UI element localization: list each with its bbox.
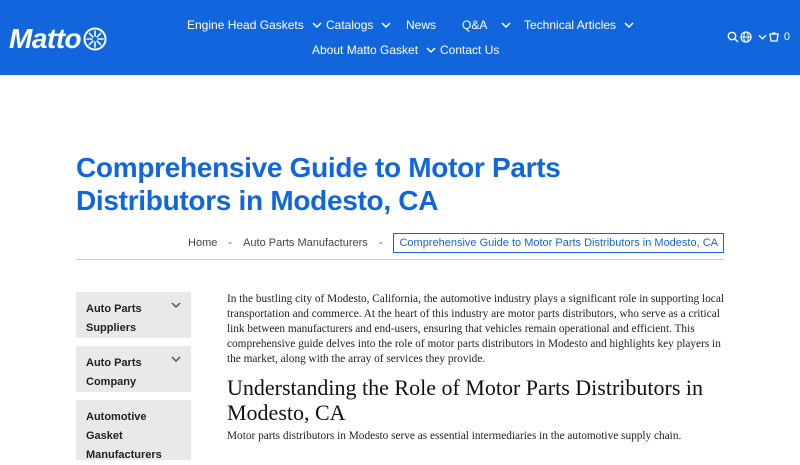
logo-text: Matto	[9, 23, 82, 54]
header-icons	[727, 30, 790, 44]
article-content	[227, 292, 727, 444]
article-intro: In the bustling city of Modesto, California, the automotive industry plays a significant role in supporting local transportation and commerce. At the heart of this industry are motor parts distributors, who serve as a critical link between manufacturers and end-users, ensuring that vehicles remain operational and efficient. This comprehensive guide delves into the role of motor parts distributors in Modesto and highlights key players in the market, along with the array of services they provide.	[227, 293, 724, 365]
site-header	[0, 0, 800, 75]
cart-icon[interactable]	[768, 31, 780, 43]
page-title: Comprehensive Guide to Motor Parts Distributors in Modesto, CA	[76, 152, 561, 216]
nav-label: About Matto Gasket	[312, 43, 419, 57]
nav-label: Engine Head Gaskets	[187, 18, 304, 32]
breadcrumb-current: Comprehensive Guide to Motor Parts Distributors in Modesto, CA	[393, 233, 724, 253]
breadcrumb-separator: -	[378, 237, 383, 249]
chevron-down-icon[interactable]	[758, 33, 767, 41]
nav-item-catalogs[interactable]	[326, 17, 391, 33]
chevron-down-icon	[426, 46, 436, 54]
nav-item-qa[interactable]	[462, 17, 511, 33]
turbine-logo-icon	[83, 27, 107, 51]
chevron-down-icon[interactable]	[171, 355, 181, 363]
nav-label: News	[406, 18, 437, 32]
cart-count: 0	[783, 31, 790, 43]
breadcrumb-auto-parts-manufacturers[interactable]: Auto Parts Manufacturers	[243, 237, 368, 249]
sidebar-item-label: Automotive Gasket Manufacturers	[86, 411, 162, 461]
globe-icon[interactable]	[740, 31, 752, 43]
chevron-down-icon[interactable]	[171, 301, 181, 309]
nav-item-technical-articles[interactable]	[524, 17, 634, 33]
sidebar-item-auto-parts-suppliers[interactable]	[76, 292, 191, 338]
sidebar-item-label: Auto Parts Suppliers	[86, 303, 142, 334]
search-icon[interactable]	[727, 31, 739, 43]
sidebar-item-auto-parts-company[interactable]	[76, 346, 191, 392]
nav-label: Catalogs	[326, 18, 374, 32]
section-heading: Understanding the Role of Motor Parts Distributors in Modesto, CA	[227, 375, 704, 425]
chevron-down-icon	[624, 21, 634, 29]
section-text: Motor parts distributors in Modesto serve as essential intermediaries in the automotive supply chain.	[227, 430, 682, 442]
breadcrumb-home[interactable]: Home	[188, 237, 218, 249]
brand-logo[interactable]	[9, 22, 127, 56]
chevron-down-icon	[381, 21, 391, 29]
nav-item-contact-us[interactable]	[440, 42, 499, 58]
sidebar-item-label: Auto Parts Company	[86, 357, 142, 388]
chevron-down-icon	[312, 21, 322, 29]
nav-label: Contact Us	[440, 43, 500, 57]
nav-item-engine-head-gaskets[interactable]	[187, 17, 322, 33]
breadcrumb	[188, 233, 724, 253]
sidebar-item-automotive-gasket-manufacturers[interactable]	[76, 400, 191, 460]
divider	[76, 259, 724, 260]
chevron-down-icon	[501, 21, 511, 29]
nav-label: Technical Articles	[524, 18, 617, 32]
nav-label: Q&A	[462, 18, 488, 32]
breadcrumb-separator: -	[228, 237, 233, 249]
nav-item-about[interactable]	[312, 42, 436, 58]
nav-item-news[interactable]	[406, 17, 436, 33]
